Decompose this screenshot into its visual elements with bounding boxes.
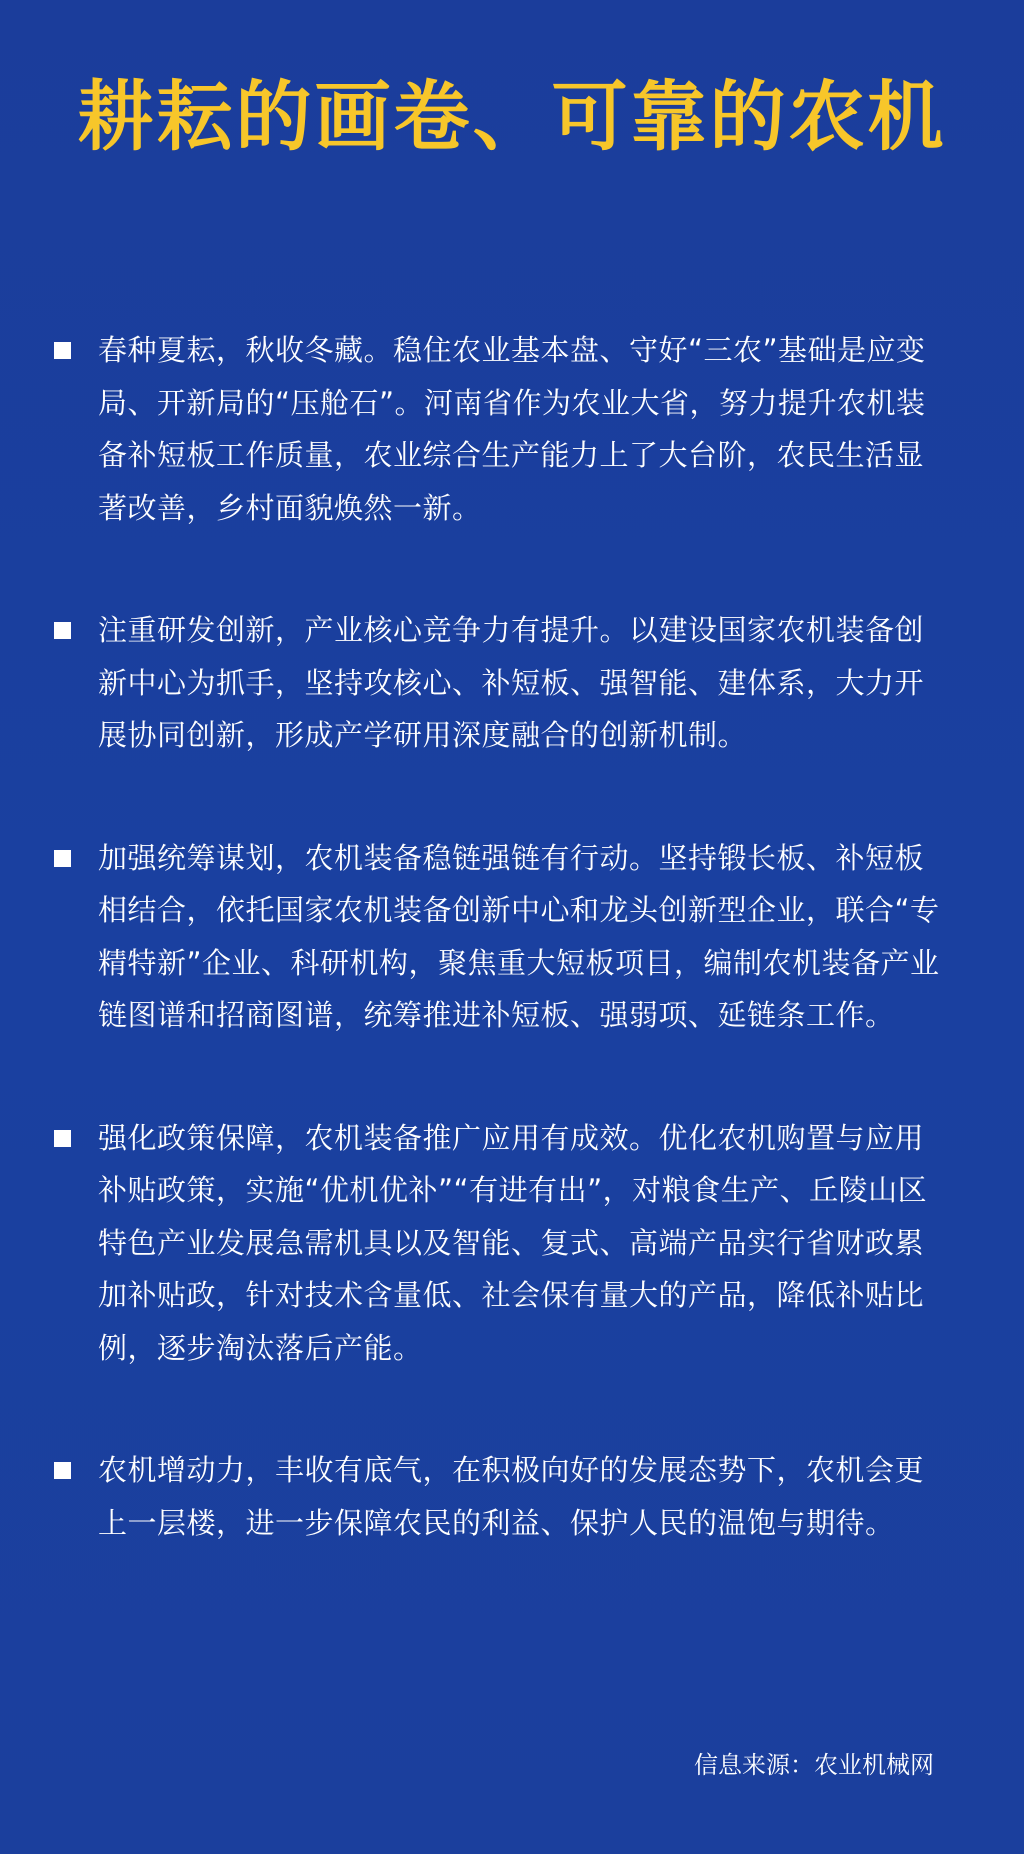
list-item xyxy=(52,324,952,534)
list-item xyxy=(52,1444,952,1549)
list-item-text: 注重研发创新，产业核心竞争力有提升。以建设国家农机装备创新中心为抓手，坚持攻核心、补短板、强智能、建体系，大力开展协同创新，形成产学研用深度融合的创新机制。 xyxy=(98,613,925,752)
list-item xyxy=(52,604,952,762)
square-bullet-icon xyxy=(54,1130,71,1147)
list-item-text: 春种夏耘，秋收冬藏。稳住农业基本盘、守好“三农”基础是应变局、开新局的“压舱石”。河南省作为农业大省，努力提升农机装备补短板工作质量，农业综合生产能力上了大台阶，农民生活显著改善，乡村面貌焕然一新。 xyxy=(98,333,926,525)
square-bullet-icon xyxy=(54,1462,71,1479)
list-item xyxy=(52,832,952,1042)
source-credit: 信息来源：农业机械网 xyxy=(694,1751,934,1779)
page-title: 耕耘的画卷、可靠的农机 xyxy=(77,72,947,161)
list-item xyxy=(52,1112,952,1375)
list-item-text: 农机增动力，丰收有底气，在积极向好的发展态势下，农机会更上一层楼，进一步保障农民的利益、保护人民的温饱与期待。 xyxy=(98,1453,925,1540)
bullet-list xyxy=(52,324,952,1549)
square-bullet-icon xyxy=(54,850,71,867)
square-bullet-icon xyxy=(54,622,71,639)
square-bullet-icon xyxy=(54,342,71,359)
list-item-text: 强化政策保障，农机装备推广应用有成效。优化农机购置与应用补贴政策，实施“优机优补”“有进有出”，对粮食生产、丘陵山区特色产业发展急需机具以及智能、复式、高端产品实行省财政累加补贴政，针对技术含量低、社会保有量大的产品，降低补贴比例，逐步淘汰落后产能。 xyxy=(98,1120,928,1365)
list-item-text: 加强统筹谋划，农机装备稳链强链有行动。坚持锻长板、补短板相结合，依托国家农机装备创新中心和龙头创新型企业，联合“专精特新”企业、科研机构，聚焦重大短板项目，编制农机装备产业链图谱和招商图谱，统筹推进补短板、强弱项、延链条工作。 xyxy=(98,840,940,1032)
